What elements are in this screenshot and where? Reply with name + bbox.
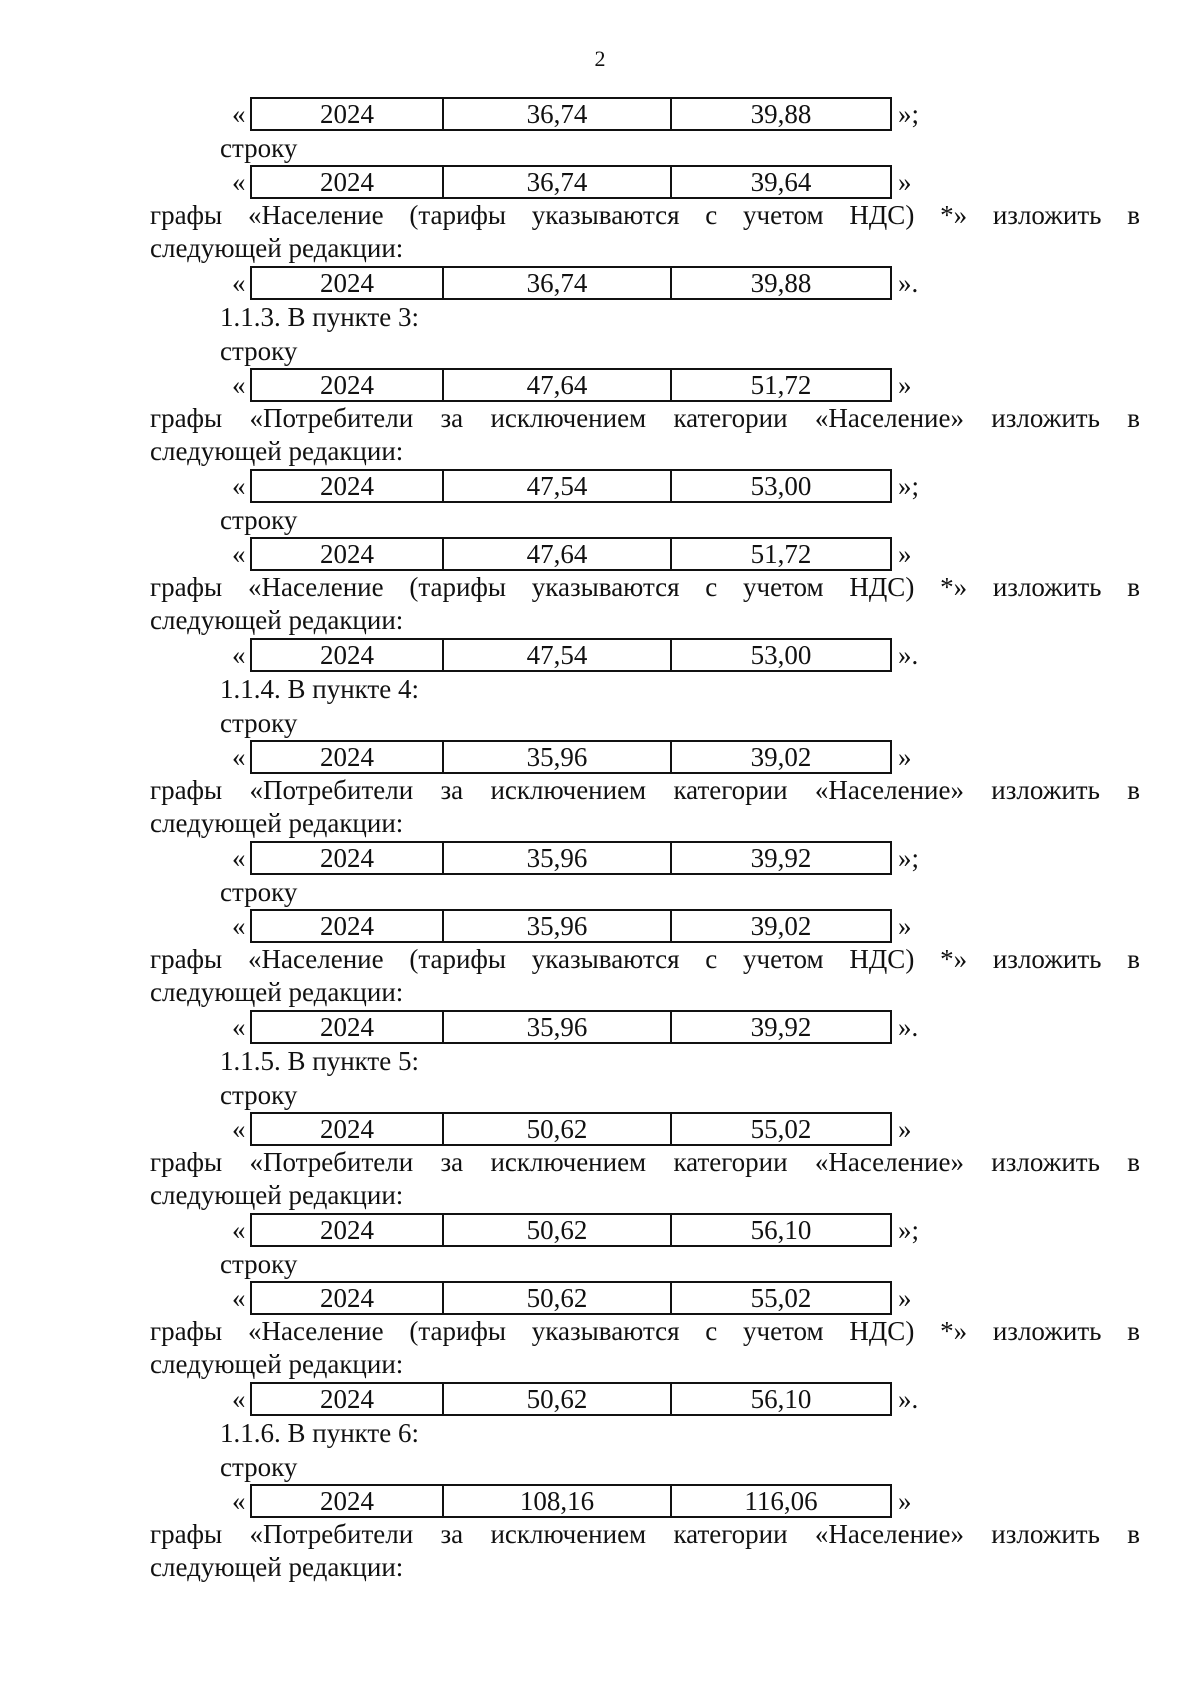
line-label: строку bbox=[220, 1080, 298, 1110]
year-cell: 2024 bbox=[250, 97, 444, 131]
open-quote: « bbox=[232, 99, 246, 129]
line-label: строку bbox=[220, 1249, 298, 1279]
tariff-value-1-cell: 36,74 bbox=[442, 97, 672, 131]
open-quote: « bbox=[232, 742, 246, 772]
close-quote: ». bbox=[898, 1012, 919, 1042]
tariff-row bbox=[0, 841, 1200, 875]
open-quote: « bbox=[232, 843, 246, 873]
year-cell: 2024 bbox=[250, 266, 444, 300]
close-quote: » bbox=[898, 742, 912, 772]
tariff-value-2-cell: 53,00 bbox=[670, 638, 892, 672]
open-quote: « bbox=[232, 370, 246, 400]
year-cell: 2024 bbox=[250, 909, 444, 943]
tariff-value-1-cell: 47,64 bbox=[442, 537, 672, 571]
tariff-value-1-cell: 50,62 bbox=[442, 1281, 672, 1315]
tariff-row bbox=[0, 1010, 1200, 1044]
tariff-row bbox=[0, 1382, 1200, 1416]
year-cell: 2024 bbox=[250, 1010, 444, 1044]
close-quote: » bbox=[898, 1486, 912, 1516]
tariff-row bbox=[0, 1213, 1200, 1247]
paragraph-line: графы «Население (тарифы указываются с учетом НДС) *» изложить в bbox=[150, 572, 1140, 602]
tariff-value-2-cell: 39,92 bbox=[670, 841, 892, 875]
instruction-paragraph bbox=[150, 571, 1140, 637]
paragraph-line: графы «Потребители за исключением категории «Население» изложить в bbox=[150, 403, 1140, 433]
close-quote: »; bbox=[898, 843, 920, 873]
tariff-row bbox=[0, 97, 1200, 131]
year-cell: 2024 bbox=[250, 165, 444, 199]
open-quote: « bbox=[232, 640, 246, 670]
year-cell: 2024 bbox=[250, 638, 444, 672]
tariff-value-2-cell: 51,72 bbox=[670, 537, 892, 571]
open-quote: « bbox=[232, 471, 246, 501]
line-label: строку bbox=[220, 133, 298, 163]
line-label: строку bbox=[220, 505, 298, 535]
tariff-value-1-cell: 50,62 bbox=[442, 1382, 672, 1416]
line-label: строку bbox=[220, 1452, 298, 1482]
tariff-value-2-cell: 39,02 bbox=[670, 909, 892, 943]
tariff-value-2-cell: 55,02 bbox=[670, 1281, 892, 1315]
tariff-row bbox=[0, 469, 1200, 503]
open-quote: « bbox=[232, 911, 246, 941]
paragraph-line: следующей редакции: bbox=[150, 1552, 404, 1582]
tariff-value-2-cell: 39,88 bbox=[670, 266, 892, 300]
close-quote: » bbox=[898, 167, 912, 197]
paragraph-line: следующей редакции: bbox=[150, 605, 404, 635]
tariff-value-2-cell: 39,88 bbox=[670, 97, 892, 131]
close-quote: ». bbox=[898, 1384, 919, 1414]
close-quote: » bbox=[898, 911, 912, 941]
open-quote: « bbox=[232, 1114, 246, 1144]
close-quote: »; bbox=[898, 1215, 920, 1245]
year-cell: 2024 bbox=[250, 841, 444, 875]
paragraph-line: следующей редакции: bbox=[150, 977, 404, 1007]
tariff-value-2-cell: 55,02 bbox=[670, 1112, 892, 1146]
open-quote: « bbox=[232, 167, 246, 197]
section-heading: 1.1.3. В пункте 3: bbox=[220, 302, 419, 332]
tariff-value-1-cell: 47,64 bbox=[442, 368, 672, 402]
line-label: строку bbox=[220, 877, 298, 907]
year-cell: 2024 bbox=[250, 740, 444, 774]
tariff-value-1-cell: 47,54 bbox=[442, 469, 672, 503]
tariff-value-1-cell: 36,74 bbox=[442, 165, 672, 199]
tariff-row bbox=[0, 165, 1200, 199]
paragraph-line: следующей редакции: bbox=[150, 1349, 404, 1379]
tariff-value-1-cell: 35,96 bbox=[442, 1010, 672, 1044]
close-quote: ». bbox=[898, 268, 919, 298]
tariff-row bbox=[0, 1281, 1200, 1315]
paragraph-line: следующей редакции: bbox=[150, 233, 404, 263]
close-quote: » bbox=[898, 1114, 912, 1144]
section-heading: 1.1.5. В пункте 5: bbox=[220, 1046, 419, 1076]
instruction-paragraph bbox=[150, 1315, 1140, 1381]
close-quote: »; bbox=[898, 471, 920, 501]
close-quote: »; bbox=[898, 99, 920, 129]
tariff-row bbox=[0, 368, 1200, 402]
open-quote: « bbox=[232, 1384, 246, 1414]
paragraph-line: следующей редакции: bbox=[150, 436, 404, 466]
paragraph-line: графы «Население (тарифы указываются с учетом НДС) *» изложить в bbox=[150, 200, 1140, 230]
instruction-paragraph bbox=[150, 943, 1140, 1009]
tariff-row bbox=[0, 1112, 1200, 1146]
tariff-value-2-cell: 53,00 bbox=[670, 469, 892, 503]
paragraph-line: графы «Потребители за исключением категории «Население» изложить в bbox=[150, 1147, 1140, 1177]
paragraph-line: графы «Потребители за исключением категории «Население» изложить в bbox=[150, 1519, 1140, 1549]
tariff-value-1-cell: 35,96 bbox=[442, 909, 672, 943]
instruction-paragraph bbox=[150, 402, 1140, 468]
year-cell: 2024 bbox=[250, 1281, 444, 1315]
year-cell: 2024 bbox=[250, 368, 444, 402]
open-quote: « bbox=[232, 539, 246, 569]
tariff-value-1-cell: 35,96 bbox=[442, 841, 672, 875]
instruction-paragraph bbox=[150, 1518, 1140, 1584]
paragraph-line: следующей редакции: bbox=[150, 1180, 404, 1210]
tariff-value-1-cell: 35,96 bbox=[442, 740, 672, 774]
close-quote: » bbox=[898, 370, 912, 400]
tariff-row bbox=[0, 537, 1200, 571]
instruction-paragraph bbox=[150, 774, 1140, 840]
tariff-value-1-cell: 50,62 bbox=[442, 1112, 672, 1146]
paragraph-line: графы «Население (тарифы указываются с учетом НДС) *» изложить в bbox=[150, 1316, 1140, 1346]
tariff-value-1-cell: 47,54 bbox=[442, 638, 672, 672]
tariff-row bbox=[0, 740, 1200, 774]
open-quote: « bbox=[232, 1012, 246, 1042]
year-cell: 2024 bbox=[250, 1382, 444, 1416]
page-number: 2 bbox=[594, 46, 606, 71]
paragraph-line: графы «Потребители за исключением категории «Население» изложить в bbox=[150, 775, 1140, 805]
year-cell: 2024 bbox=[250, 1112, 444, 1146]
tariff-value-1-cell: 50,62 bbox=[442, 1213, 672, 1247]
year-cell: 2024 bbox=[250, 1213, 444, 1247]
section-heading: 1.1.4. В пункте 4: bbox=[220, 674, 419, 704]
year-cell: 2024 bbox=[250, 537, 444, 571]
tariff-value-2-cell: 116,06 bbox=[670, 1484, 892, 1518]
instruction-paragraph bbox=[150, 1146, 1140, 1212]
line-label: строку bbox=[220, 336, 298, 366]
section-heading: 1.1.6. В пункте 6: bbox=[220, 1418, 419, 1448]
tariff-value-1-cell: 108,16 bbox=[442, 1484, 672, 1518]
tariff-value-2-cell: 56,10 bbox=[670, 1213, 892, 1247]
year-cell: 2024 bbox=[250, 1484, 444, 1518]
tariff-row bbox=[0, 266, 1200, 300]
tariff-value-2-cell: 56,10 bbox=[670, 1382, 892, 1416]
line-label: строку bbox=[220, 708, 298, 738]
close-quote: » bbox=[898, 539, 912, 569]
instruction-paragraph bbox=[150, 199, 1140, 265]
tariff-value-2-cell: 51,72 bbox=[670, 368, 892, 402]
open-quote: « bbox=[232, 268, 246, 298]
year-cell: 2024 bbox=[250, 469, 444, 503]
tariff-row bbox=[0, 909, 1200, 943]
tariff-value-2-cell: 39,64 bbox=[670, 165, 892, 199]
close-quote: ». bbox=[898, 640, 919, 670]
tariff-row bbox=[0, 1484, 1200, 1518]
open-quote: « bbox=[232, 1283, 246, 1313]
paragraph-line: следующей редакции: bbox=[150, 808, 404, 838]
open-quote: « bbox=[232, 1486, 246, 1516]
paragraph-line: графы «Население (тарифы указываются с учетом НДС) *» изложить в bbox=[150, 944, 1140, 974]
tariff-value-1-cell: 36,74 bbox=[442, 266, 672, 300]
open-quote: « bbox=[232, 1215, 246, 1245]
tariff-row bbox=[0, 638, 1200, 672]
tariff-value-2-cell: 39,92 bbox=[670, 1010, 892, 1044]
tariff-value-2-cell: 39,02 bbox=[670, 740, 892, 774]
close-quote: » bbox=[898, 1283, 912, 1313]
